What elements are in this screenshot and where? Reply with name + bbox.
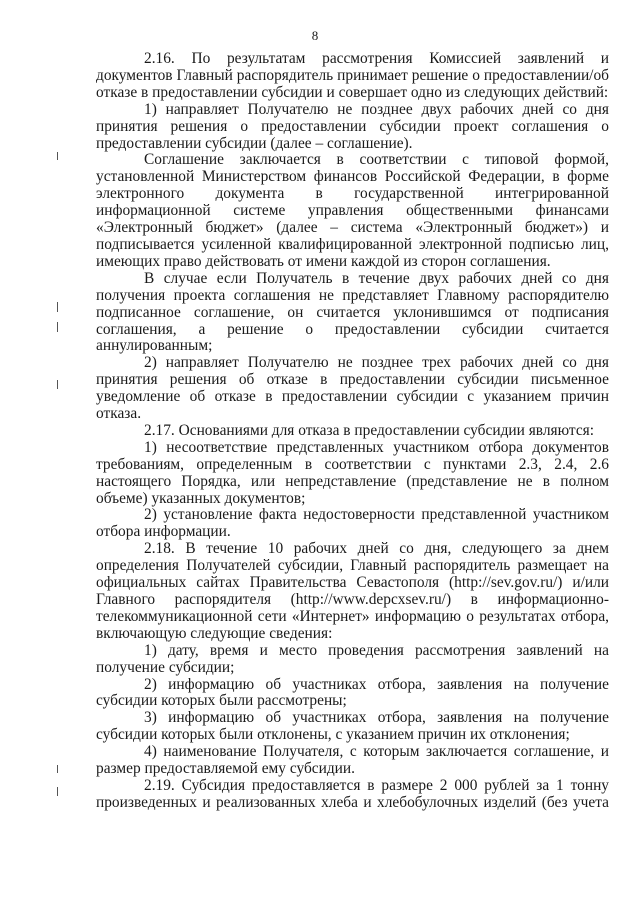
margin-mark: [57, 380, 58, 389]
margin-mark: [57, 765, 58, 773]
paragraph-agreement: Соглашение заключается в соответствии с типовой формой, установленной Министерством финансов Российской Федерации, в форме электронного документа в государственной интегрированной информационной системе управления общественными финансами «Электронный бюджет» (далее – система «Электронный бюджет») и подписывается усиленной квалифицированной электронной подписью лиц, имеющих право действовать от имени каждой из сторон соглашения.: [96, 151, 609, 270]
paragraph-2-18-item-3: 3) информацию об участниках отбора, заявления на получение субсидии которых были отклонены, с указанием причин их отклонения;: [96, 709, 609, 744]
paragraph-evasion: В случае если Получатель в течение двух рабочих дней со дня получения проекта соглашения не представляет Главному распорядителю подписанное соглашение, он считается уклонившимся от подписания соглашения, а решение о предоставлении субсидии считается аннулированным;: [96, 269, 609, 355]
paragraph-2-18-item-2: 2) информацию об участниках отбора, заявления на получение субсидии которых были рассмотрены;: [96, 675, 609, 710]
margin-mark: [57, 152, 58, 160]
paragraph-2-17-item-2: 2) установление факта недостоверности представленной участником отбора информации.: [96, 506, 609, 541]
paragraph-2-16-item-2: 2) направляет Получателю не позднее трех рабочих дней со дня принятия решения об отказе в предоставлении субсидии письменное уведомление об отказе в предоставлении субсидии с указанием причин отказа.: [96, 354, 609, 423]
margin-mark: [57, 302, 58, 312]
margin-mark: [57, 787, 58, 796]
paragraph-2-16-item-1: 1) направляет Получателю не позднее двух рабочих дней со дня принятия решения о предоставлении субсидии проект соглашения о предоставлении субсидии (далее – соглашение).: [96, 100, 609, 152]
margin-mark: [57, 322, 58, 332]
paragraph-2-18-item-1: 1) дату, время и место проведения рассмотрения заявлений на получение субсидии;: [96, 641, 609, 676]
paragraph-2-17: 2.17. Основаниями для отказа в предоставлении субсидии являются:: [144, 421, 595, 439]
paragraph-2-16: 2.16. По результатам рассмотрения Комиссией заявлений и документов Главный распорядитель принимает решение о предоставлении/об отказе в предоставлении субсидии и совершает одно из следующих действий:: [96, 50, 609, 101]
paragraph-2-18: 2.18. В течение 10 рабочих дней со дня, следующего за днем определения Получателей субсидии, Главный распорядитель размещает на официальных сайтах Правительства Севастополя (http://sev.gov.ru/) и/или Главного распорядителя (http://www.depcxsev.ru/) в информационно-телекоммуникационной сети «Интернет» информацию о результатах отбора, включающую следующие сведения:: [96, 540, 609, 642]
page-number: 8: [311, 28, 319, 43]
paragraph-2-19: 2.19. Субсидия предоставляется в размере 2 000 рублей за 1 тонну произведенных и реализованных хлеба и хлебобулочных изделий (без учета: [96, 776, 609, 811]
document-body: [96, 51, 609, 812]
paragraph-2-17-item-1: 1) несоответствие представленных участником отбора документов требованиям, определенным в соответствии с пунктами 2.3, 2.4, 2.6 настоящего Порядка, или непредставление (представление не в полном объеме) указанных документов;: [96, 438, 609, 507]
paragraph-2-18-item-4: 4) наименование Получателя, с которым заключается соглашение, и размер предоставляемой ему субсидии.: [96, 743, 609, 778]
